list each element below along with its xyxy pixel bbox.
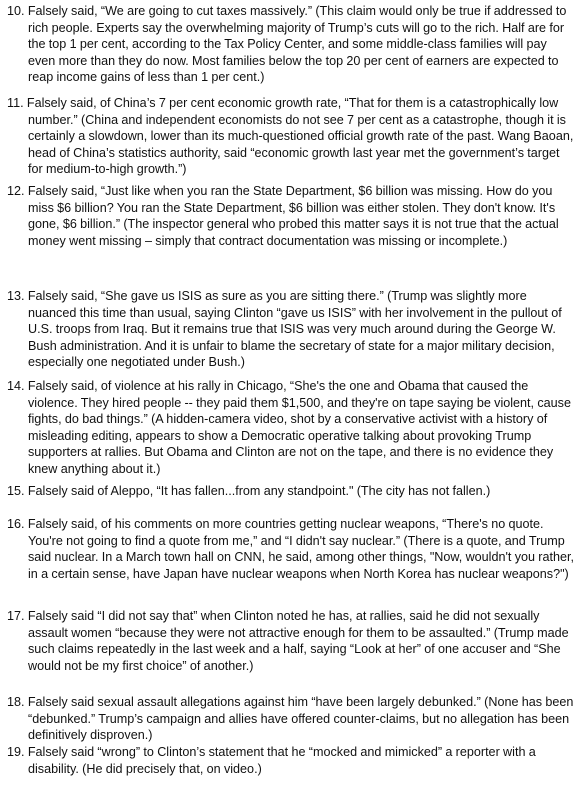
list-item <box>7 608 574 674</box>
item-number: 14. <box>7 379 25 393</box>
item-text: Falsely said, of his comments on more countries getting nuclear weapons, “There's no quote. You're not going to find a quote from me,” and “I didn't say nuclear.” (There is a quote, and Trump said nuclear. In a March town hall on CNN, he said, among other things, "Now, wouldn't you rather, in a certain sense, have Japan have nuclear weapons when North Korea has nuclear weapons?") <box>27 517 575 581</box>
item-text: Falsely said of Aleppo, “It has fallen...from any standpoint." (The city has not fallen.) <box>27 484 491 498</box>
item-text: Falsely said sexual assault allegations against him “have been largely debunked.” (None has been “debunked.” Trump’s campaign and allies have offered counter-claims, but no allegation has been definitively disproven.) <box>27 695 574 743</box>
list-item <box>7 483 574 500</box>
list-item <box>7 378 574 478</box>
item-text: Falsely said, of China’s 7 per cent economic growth rate, “That for them is a catastrophically low number.” (China and independent economists do not see 7 per cent as a catastrophe, though it is certainly a slowdown, lower than its much-questioned official growth rate of the past. Wang Baoan, head of China’s statistics authority, said “economic growth last year met the government’s target for medium-to-high growth.”) <box>26 96 574 177</box>
list-item <box>7 744 574 777</box>
item-text: Falsely said, “We are going to cut taxes massively.” (This claim would only be true if addressed to rich people. Experts say the overwhelming majority of Trump’s cuts will go to the rich. Half are for the top 1 per cent, according to the Tax Policy Center, and some middle-class families will pay even more than they do now. Most families below the top 20 per cent of earners are expected to reap income gains of less than 1 per cent.) <box>27 4 567 85</box>
item-text: Falsely said “I did not say that” when Clinton noted he has, at rallies, said he did not sexually assault women “because they were not attractive enough for them to be assaulted.” (Trump made such claims repeatedly in the last week and a half, saying “Look at her” of one accuser and “She would not be my first choice” of another.) <box>27 609 569 673</box>
list-item <box>7 183 574 249</box>
list-item <box>7 95 574 178</box>
item-text: Falsely said, “She gave us ISIS as sure as you are sitting there.” (Trump was slightly more nuanced this time than usual, saying Clinton “gave us ISIS” with her involvement in the pullout of U.S. troops from Iraq. But it remains true that ISIS was very much around during the George W. Bush administration. And it is unfair to blame the secretary of state for a major military decision, especially one negotiated under Bush.) <box>27 289 562 370</box>
item-number: 10. <box>7 4 25 18</box>
list-item <box>7 3 574 86</box>
item-text: Falsely said, “Just like when you ran the State Department, $6 billion was missing. How do you miss $6 billion? You ran the State Department, $6 billion was either stolen. They don't know. It's gone, $6 billion.” (The inspector general who probed this matter says it is not true that the actual money went missing – simply that contract documentation was missing or incomplete.) <box>27 184 559 248</box>
item-number: 16. <box>7 517 25 531</box>
item-text: Falsely said “wrong” to Clinton’s statement that he “mocked and mimicked” a reporter with a disability. (He did precisely that, on video.) <box>27 745 536 776</box>
item-number: 19. <box>7 745 25 759</box>
list-item <box>7 516 574 582</box>
item-number: 18. <box>7 695 25 709</box>
item-number: 11. <box>7 96 24 110</box>
list-item <box>7 694 574 744</box>
item-number: 15. <box>7 484 25 498</box>
list-item <box>7 288 574 371</box>
item-number: 13. <box>7 289 25 303</box>
item-number: 17. <box>7 609 25 623</box>
item-number: 12. <box>7 184 25 198</box>
item-text: Falsely said, of violence at his rally in Chicago, “She's the one and Obama that caused the violence. They hired people -- they paid them $1,500, and they're on tape saying be violent, cause fights, do bad things.” (A hidden-camera video, shot by a conservative activist with a history of misleading editing, appears to show a Democratic operative talking about provoking Trump supporters at rallies. But Obama and Clinton are not on the tape, and there is no evidence they knew anything about it.) <box>27 379 571 476</box>
